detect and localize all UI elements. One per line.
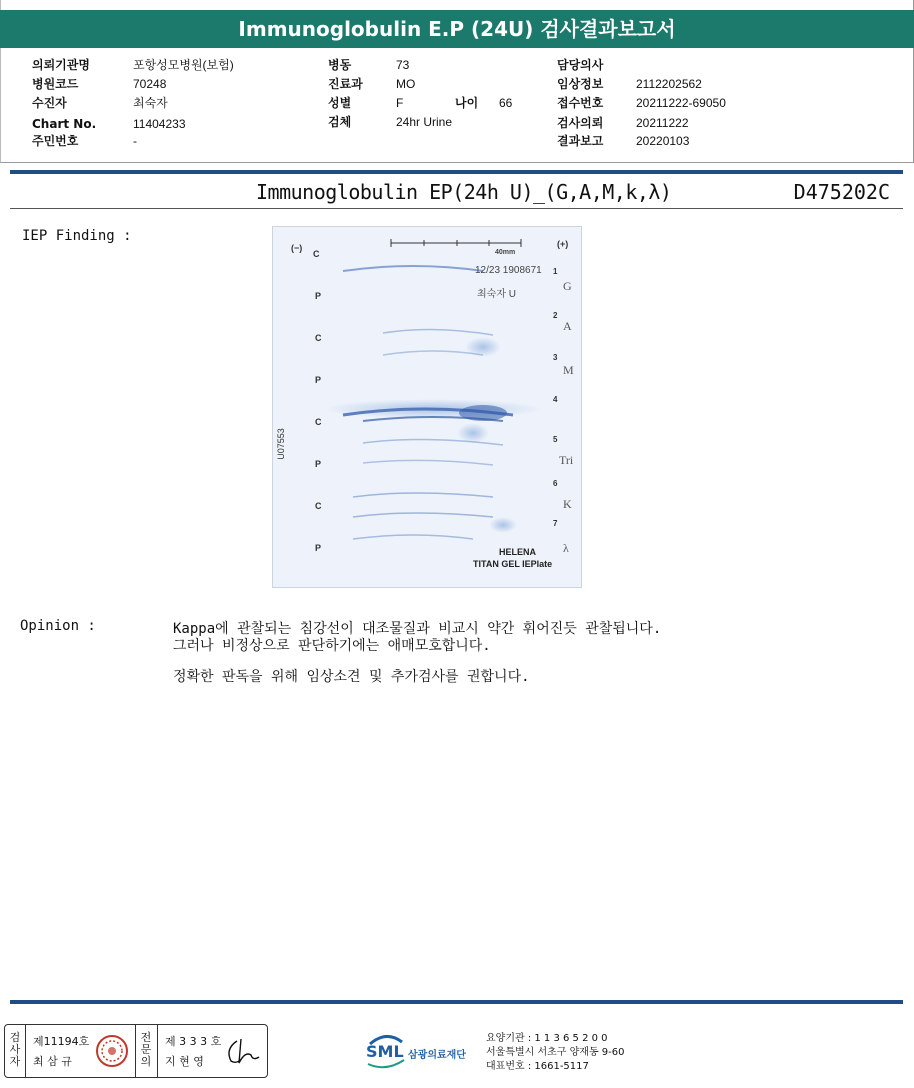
section-rule-under-test: [10, 208, 903, 209]
gel-patient-note: 최숙자 U: [477, 289, 516, 300]
lane-number: 5: [553, 435, 558, 444]
request-value: 20211222: [636, 116, 689, 130]
dept-label: 진료과: [328, 77, 363, 91]
gel-brand-sub: TITAN GEL IEPlate: [473, 559, 553, 569]
org-name: 삼광의료재단: [408, 1050, 466, 1061]
resident-label: 주민번호: [32, 134, 79, 148]
gel-plus: (+): [557, 239, 569, 249]
lane-number: 6: [553, 479, 558, 488]
lane-number: 1: [553, 267, 558, 276]
divider: [25, 1025, 26, 1077]
org-line: 서울특별시 서초구 양재동 9-60: [486, 1047, 625, 1058]
antiserum-label: Tri: [559, 453, 574, 467]
specialist-name: 지 현 영: [165, 1055, 204, 1068]
lane-number: 3: [553, 353, 558, 362]
iep-finding-label: IEP Finding :: [22, 228, 132, 244]
lane-label: C: [315, 333, 322, 343]
result-value: 20220103: [636, 134, 690, 148]
request-label: 검사의뢰: [557, 116, 604, 130]
ward-label: 병동: [328, 58, 352, 72]
antiserum-label: M: [563, 363, 574, 377]
gel-bands: [273, 227, 582, 588]
chart-label: Chart No.: [32, 117, 97, 131]
logo-text: SML: [366, 1042, 404, 1061]
lane-label: C: [315, 501, 322, 511]
clinical-value: 2112202562: [636, 77, 702, 91]
tester-license: 제11194호: [33, 1035, 90, 1048]
lane-label: C: [315, 417, 322, 427]
age-value: 66: [499, 96, 513, 110]
gel-brand: HELENA: [499, 547, 537, 557]
lane-label: P: [315, 291, 322, 301]
org-line: 대표번호 : 1661-5117: [486, 1061, 589, 1072]
divider: [135, 1025, 136, 1077]
stamp-icon: [95, 1034, 129, 1068]
gel-minus: (−): [291, 243, 303, 253]
section-rule-bottom: [10, 1000, 903, 1004]
lane-label: P: [315, 543, 322, 553]
result-label: 결과보고: [557, 134, 604, 148]
sex-value: F: [396, 96, 404, 110]
divider: [157, 1025, 158, 1077]
lane-label: P: [315, 375, 322, 385]
antiserum-label: λ: [563, 541, 569, 555]
gel-sample-id: 12/23 1908671: [475, 265, 542, 276]
receipt-value: 20211222-69050: [636, 96, 726, 110]
hospital-code-value: 70248: [133, 77, 167, 91]
signature-icon: [223, 1035, 263, 1067]
gel-plate-code: U07553: [275, 428, 286, 460]
opinion-line: 그러나 비정상으로 판단하기에는 애매모호합니다.: [173, 638, 491, 654]
institution-value: 포항성모병원(보험): [133, 58, 234, 72]
report-title: Immunoglobulin E.P (24U) 검사결과보고서: [0, 10, 914, 48]
tester-name: 최 삼 규: [33, 1055, 72, 1068]
clinical-label: 임상정보: [557, 77, 604, 91]
receipt-label: 접수번호: [557, 96, 604, 110]
signature-box: [4, 1024, 268, 1078]
specialist-license: 제 3 3 3 호: [165, 1035, 222, 1048]
iep-gel-image: [272, 226, 582, 588]
doctor-label: 담당의사: [557, 58, 604, 72]
gel-scale-label: 40mm: [495, 249, 516, 256]
section-rule-top: [10, 170, 903, 174]
sex-label: 성별: [328, 96, 352, 110]
specimen-label: 검체: [328, 115, 352, 129]
examinee-label: 수진자: [32, 96, 67, 110]
antiserum-label: A: [563, 319, 572, 333]
ward-value: 73: [396, 58, 410, 72]
institution-label: 의뢰기관명: [32, 58, 90, 72]
lane-label: P: [315, 459, 322, 469]
specialist-label: 전문의: [140, 1031, 152, 1068]
age-label: 나이: [455, 96, 479, 110]
antiserum-label: K: [563, 497, 572, 511]
opinion-label: Opinion :: [20, 618, 96, 634]
test-code: D475202C: [793, 180, 890, 204]
lane-label: C: [313, 249, 320, 259]
tester-label: 검사자: [9, 1031, 21, 1068]
resident-value: -: [133, 134, 137, 148]
lane-number: 2: [553, 311, 558, 320]
opinion-line: 정확한 판독을 위해 임상소견 및 추가검사를 권합니다.: [173, 669, 530, 685]
antiserum-label: G: [563, 279, 572, 293]
org-line: 요양기관 : 1 1 3 6 5 2 0 0: [486, 1033, 608, 1044]
dept-value: MO: [396, 77, 416, 91]
test-name: Immunoglobulin EP(24h U)_(G,A,M,k,λ): [256, 180, 672, 204]
chart-value: 11404233: [133, 117, 186, 131]
opinion-line: Kappa에 관찰되는 침강선이 대조물질과 비교시 약간 휘어진듯 관찰됩니다.: [173, 621, 662, 637]
examinee-value: 최숙자: [133, 96, 168, 110]
specimen-value: 24hr Urine: [396, 115, 453, 129]
lane-number: 4: [553, 395, 558, 404]
lane-number: 7: [553, 519, 558, 528]
hospital-code-label: 병원코드: [32, 77, 79, 91]
